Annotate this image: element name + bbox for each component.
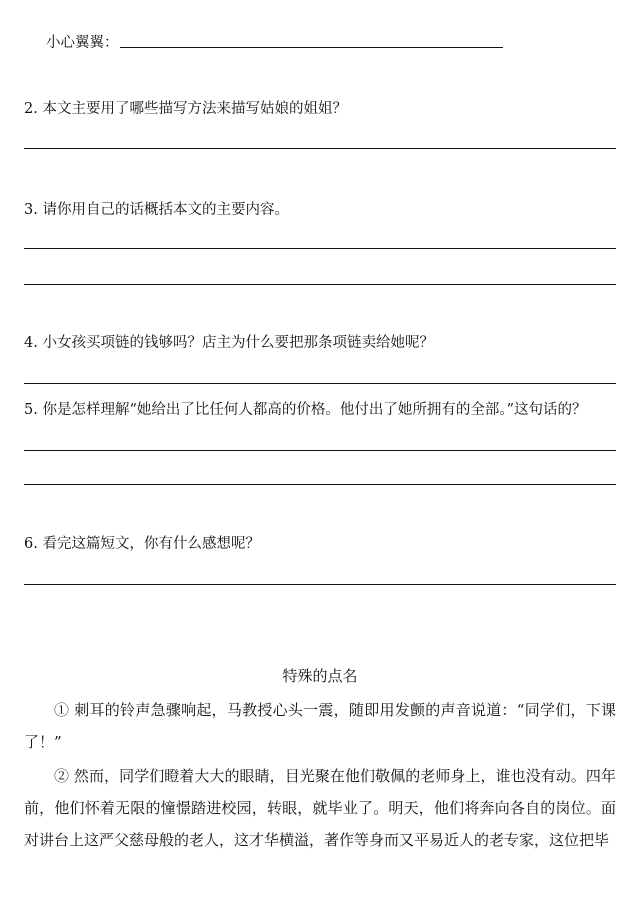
q6-answer-line[interactable]: [24, 584, 616, 585]
q4-text: 4. 小女孩买项链的钱够吗？店主为什么要把那条项链卖给她呢？: [24, 335, 434, 351]
q5-answer-line-1[interactable]: [24, 450, 616, 451]
q4-answer-line[interactable]: [24, 383, 616, 384]
q1-label: 小心翼翼：: [46, 35, 119, 51]
q2-text: 2. 本文主要用了哪些描写方法来描写姑娘的姐姐？: [24, 101, 347, 117]
q5-text: 5. 你是怎样理解“她给出了比任何人都高的价格。他付出了她所拥有的全部。”这句话的？: [24, 402, 587, 418]
q6-text: 6. 看完这篇短文，你有什么感想呢？: [24, 536, 260, 552]
q1-answer-line[interactable]: [120, 47, 503, 48]
q3-answer-line-2[interactable]: [24, 284, 616, 285]
story-paragraph-1: ① 刺耳的铃声急骤响起，马教授心头一震，随即用发颤的声音说道：“同学们，下课了！”: [24, 701, 616, 751]
q5-answer-line-2[interactable]: [24, 484, 616, 485]
q3-answer-line-1[interactable]: [24, 248, 616, 249]
story-title: 特殊的点名: [282, 667, 358, 685]
q2-answer-line[interactable]: [24, 148, 616, 149]
story-paragraph-2: ② 然而，同学们瞪着大大的眼睛，目光聚在他们敬佩的老师身上，谁也没有动。四年前，他们怀着无限的憧憬踏进校园，转眼，就毕业了。明天，他们将奔向各自的岗位。面对讲台上这严父慈母般的老人，这才华横溢，著作等身而又平易近人的老专家，这位把毕: [24, 767, 616, 849]
q3-text: 3. 请你用自己的话概括本文的主要内容。: [24, 202, 289, 218]
